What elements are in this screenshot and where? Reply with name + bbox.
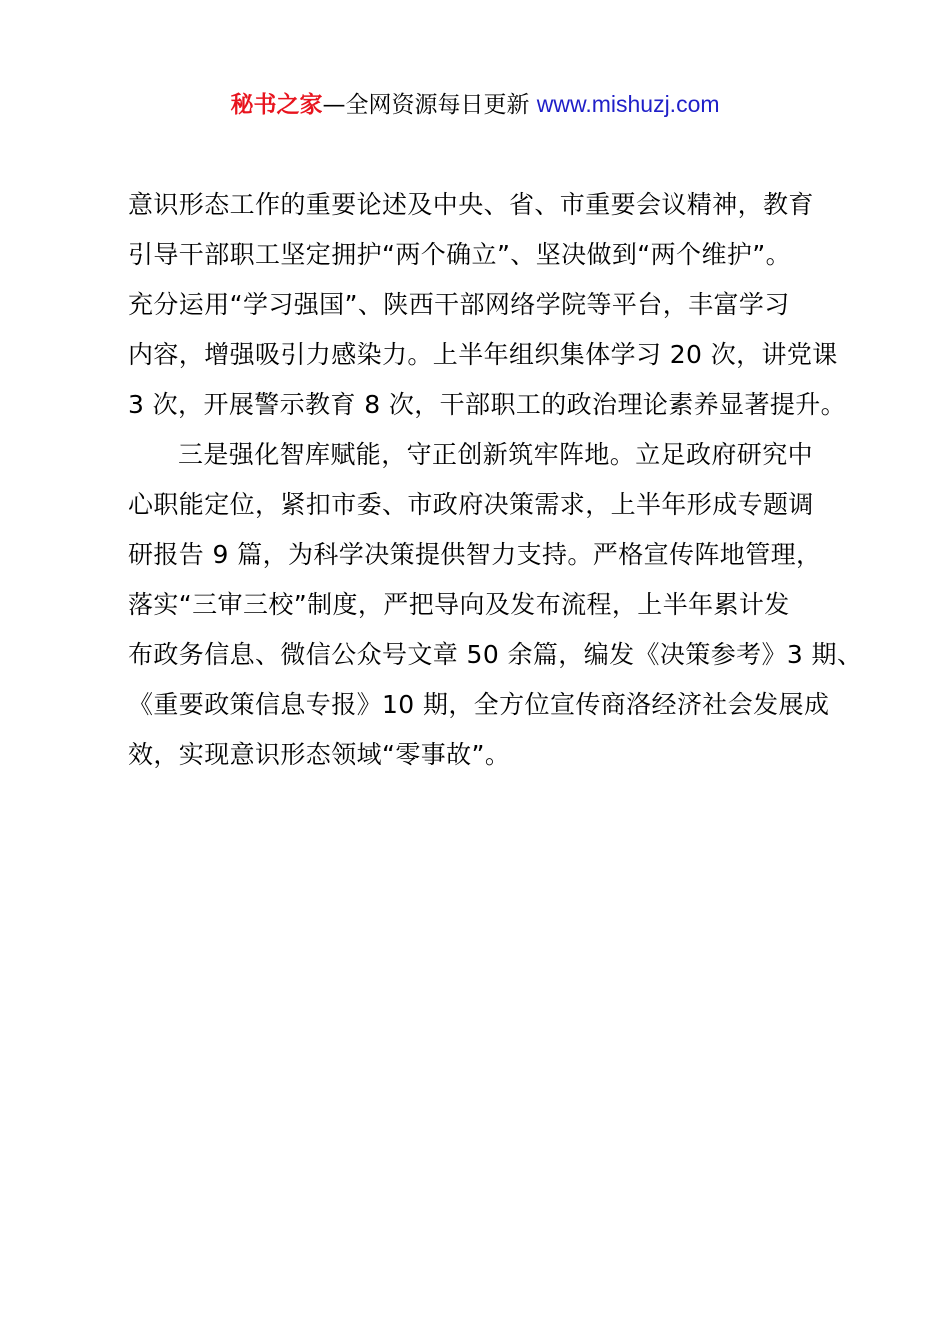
header-tagline: —全网资源每日更新 xyxy=(322,92,537,118)
text-line: 《重要政策信息专报》10 期，全方位宣传商洛经济社会发展成 xyxy=(128,690,830,719)
site-header xyxy=(0,88,950,121)
paragraph-1 xyxy=(128,180,847,430)
text-line: 研报告 9 篇，为科学决策提供智力支持。严格宣传阵地管理， xyxy=(128,540,822,569)
text-line: 落实“三审三校”制度，严把导向及发布流程，上半年累计发 xyxy=(128,590,790,619)
text-line: 心职能定位，紧扣市委、市政府决策需求，上半年形成专题调 xyxy=(128,490,814,519)
text-line: 三是强化智库赋能，守正创新筑牢阵地。立足政府研究中 xyxy=(178,440,814,469)
text-line: 内容，增强吸引力感染力。上半年组织集体学习 20 次，讲党课 xyxy=(128,340,838,369)
text-line: 效，实现意识形态领域“零事故”。 xyxy=(128,740,511,769)
text-line: 意识形态工作的重要论述及中央、省、市重要会议精神，教育 xyxy=(128,190,814,219)
text-line: 3 次，开展警示教育 8 次，干部职工的政治理论素养显著提升。 xyxy=(128,390,847,419)
text-line: 引导干部职工坚定拥护“两个确立”、坚决做到“两个维护”。 xyxy=(128,240,792,269)
document-body xyxy=(128,180,863,780)
text-line: 布政务信息、微信公众号文章 50 余篇，编发《决策参考》3 期、 xyxy=(128,640,863,669)
brand-name: 秘书之家 xyxy=(230,92,323,118)
text-line: 充分运用“学习强国”、陕西干部网络学院等平台，丰富学习 xyxy=(128,290,790,319)
paragraph-2 xyxy=(128,430,863,780)
site-url-link[interactable]: www.mishuzj.com xyxy=(536,91,720,117)
